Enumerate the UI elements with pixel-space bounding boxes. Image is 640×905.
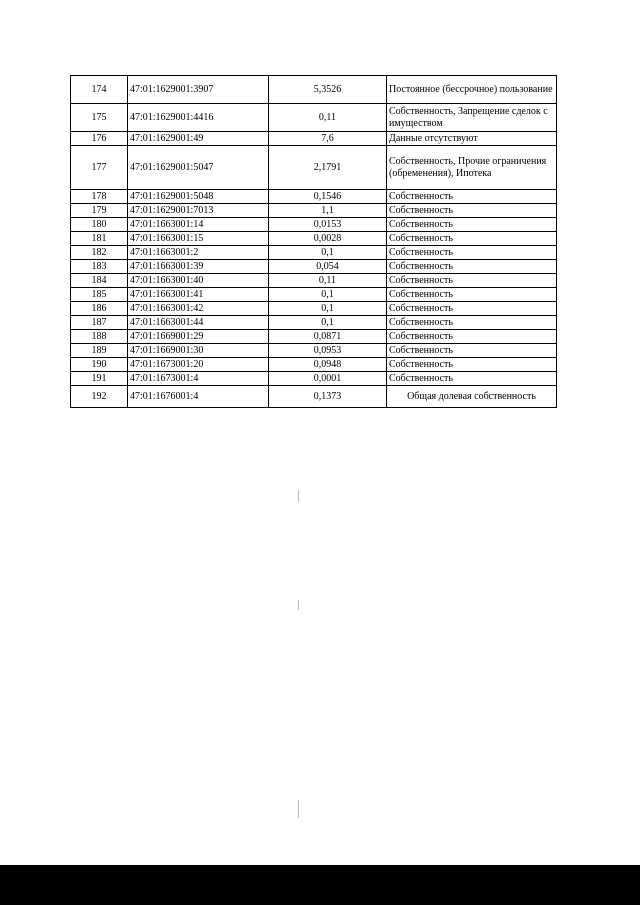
right-type: Собственность (387, 260, 557, 274)
right-type: Собственность, Прочие ограничения (обременения), Ипотека (387, 146, 557, 190)
row-number: 179 (71, 204, 128, 218)
cadastral-number: 47:01:1663001:44 (128, 316, 269, 330)
table-row (71, 358, 557, 372)
area-value: 0,054 (269, 260, 387, 274)
right-type: Собственность (387, 246, 557, 260)
table-row (71, 372, 557, 386)
row-number: 185 (71, 288, 128, 302)
row-number: 192 (71, 386, 128, 408)
table-row (71, 232, 557, 246)
row-number: 184 (71, 274, 128, 288)
area-value: 0,1546 (269, 190, 387, 204)
scan-bottom-border (0, 865, 640, 905)
cadastral-number: 47:01:1669001:30 (128, 344, 269, 358)
table-row (71, 386, 557, 408)
cadastral-number: 47:01:1663001:39 (128, 260, 269, 274)
row-number: 181 (71, 232, 128, 246)
right-type: Собственность (387, 274, 557, 288)
area-value: 0,1 (269, 316, 387, 330)
area-value: 0,1 (269, 246, 387, 260)
cadastral-number: 47:01:1663001:40 (128, 274, 269, 288)
area-value: 1,1 (269, 204, 387, 218)
row-number: 186 (71, 302, 128, 316)
table-row (71, 76, 557, 104)
area-value: 0,11 (269, 274, 387, 288)
cadastral-number: 47:01:1673001:20 (128, 358, 269, 372)
row-number: 191 (71, 372, 128, 386)
cadastral-number: 47:01:1629001:3907 (128, 76, 269, 104)
right-type: Собственность (387, 316, 557, 330)
table-row (71, 260, 557, 274)
scan-artifact (298, 490, 299, 502)
table-row (71, 218, 557, 232)
right-type: Собственность (387, 232, 557, 246)
right-type: Собственность (387, 344, 557, 358)
land-plots-table (70, 75, 557, 408)
right-type: Собственность (387, 372, 557, 386)
area-value: 5,3526 (269, 76, 387, 104)
right-type: Собственность (387, 204, 557, 218)
cadastral-number: 47:01:1663001:42 (128, 302, 269, 316)
table-row (71, 302, 557, 316)
right-type: Собственность (387, 358, 557, 372)
table-row (71, 330, 557, 344)
right-type: Постоянное (бессрочное) пользование (387, 76, 557, 104)
scan-artifact (298, 800, 299, 818)
area-value: 0,1 (269, 288, 387, 302)
table-row (71, 204, 557, 218)
area-value: 0,1373 (269, 386, 387, 408)
area-value: 0,0001 (269, 372, 387, 386)
right-type: Собственность (387, 302, 557, 316)
cadastral-number: 47:01:1663001:2 (128, 246, 269, 260)
row-number: 190 (71, 358, 128, 372)
row-number: 188 (71, 330, 128, 344)
area-value: 0,0028 (269, 232, 387, 246)
row-number: 189 (71, 344, 128, 358)
row-number: 176 (71, 132, 128, 146)
table-row (71, 190, 557, 204)
scan-artifact (298, 600, 299, 610)
row-number: 182 (71, 246, 128, 260)
cadastral-number: 47:01:1663001:14 (128, 218, 269, 232)
cadastral-number: 47:01:1669001:29 (128, 330, 269, 344)
table-row (71, 132, 557, 146)
cadastral-number: 47:01:1629001:4416 (128, 104, 269, 132)
cadastral-number: 47:01:1629001:5047 (128, 146, 269, 190)
right-type: Данные отсутствуют (387, 132, 557, 146)
area-value: 0,0948 (269, 358, 387, 372)
area-value: 0,0953 (269, 344, 387, 358)
cadastral-number: 47:01:1629001:7013 (128, 204, 269, 218)
table-row (71, 104, 557, 132)
cadastral-number: 47:01:1629001:5048 (128, 190, 269, 204)
right-type: Собственность (387, 218, 557, 232)
cadastral-number: 47:01:1673001:4 (128, 372, 269, 386)
right-type: Собственность (387, 190, 557, 204)
table-row (71, 288, 557, 302)
row-number: 183 (71, 260, 128, 274)
row-number: 187 (71, 316, 128, 330)
table-row (71, 146, 557, 190)
area-value: 0,11 (269, 104, 387, 132)
right-type: Собственность, Запрещение сделок с имуществом (387, 104, 557, 132)
area-value: 0,0871 (269, 330, 387, 344)
cadastral-number: 47:01:1663001:41 (128, 288, 269, 302)
cadastral-number: 47:01:1663001:15 (128, 232, 269, 246)
cadastral-number: 47:01:1676001:4 (128, 386, 269, 408)
table-row (71, 316, 557, 330)
row-number: 180 (71, 218, 128, 232)
table-row (71, 274, 557, 288)
table-row (71, 246, 557, 260)
area-value: 0,1 (269, 302, 387, 316)
right-type: Общая долевая собственность (387, 386, 557, 408)
cadastral-number: 47:01:1629001:49 (128, 132, 269, 146)
area-value: 2,1791 (269, 146, 387, 190)
row-number: 175 (71, 104, 128, 132)
right-type: Собственность (387, 330, 557, 344)
table-row (71, 344, 557, 358)
row-number: 174 (71, 76, 128, 104)
area-value: 0,0153 (269, 218, 387, 232)
right-type: Собственность (387, 288, 557, 302)
row-number: 177 (71, 146, 128, 190)
area-value: 7,6 (269, 132, 387, 146)
row-number: 178 (71, 190, 128, 204)
